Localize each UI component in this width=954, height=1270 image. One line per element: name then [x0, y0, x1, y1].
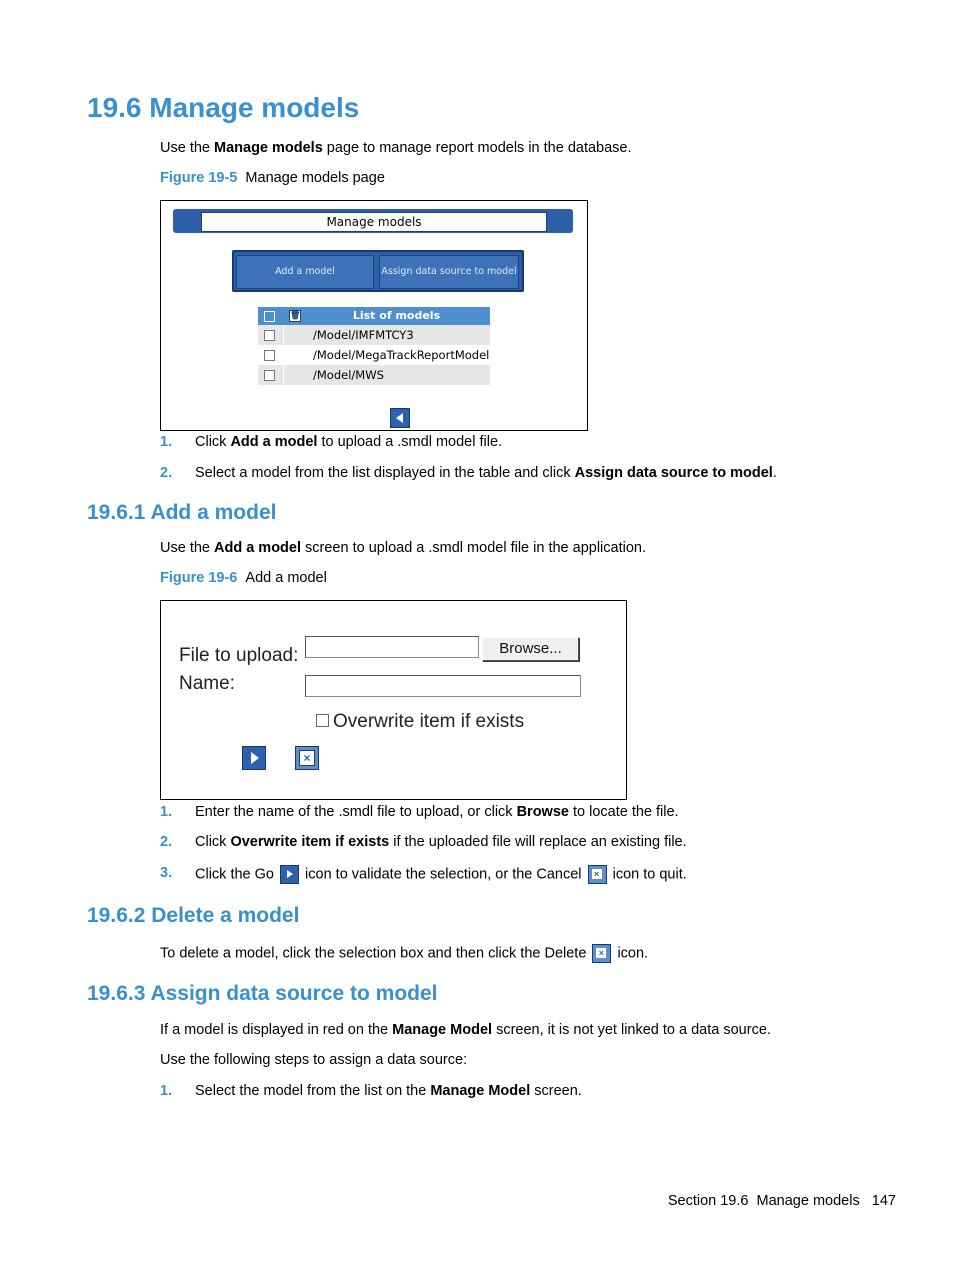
add-model-button[interactable]: Add a model: [236, 255, 374, 289]
add-model-figure: [160, 600, 627, 800]
row-checkbox[interactable]: [264, 330, 275, 341]
model-name: /Model/MegaTrackReportModel: [313, 348, 490, 362]
model-name: /Model/MWS: [313, 368, 384, 382]
row-checkbox[interactable]: [264, 370, 275, 381]
delete-icon: ×: [592, 944, 611, 963]
section-heading-assign-data-source: 19.6.3 Assign data source to model: [87, 982, 438, 1005]
page-footer: [668, 1193, 896, 1209]
models-list: [258, 307, 490, 385]
step-number: 3.: [160, 865, 173, 881]
back-arrow-icon[interactable]: [390, 408, 410, 428]
go-icon[interactable]: [242, 746, 266, 770]
select-all-checkbox[interactable]: [264, 311, 275, 322]
footer-title: Manage models: [756, 1193, 860, 1209]
list-item[interactable]: [258, 345, 490, 365]
section-heading-delete-model: 19.6.2 Delete a model: [87, 904, 300, 927]
step-text: Enter the name of the .smdl file to upload, or click Browse to locate the file.: [195, 804, 679, 820]
step-number: 2.: [160, 834, 173, 850]
list-header: [258, 307, 490, 325]
step-text: Click Overwrite item if exists if the uploaded file will replace an existing file.: [195, 834, 687, 850]
assign-paragraph-2: Use the following steps to assign a data source:: [160, 1052, 468, 1068]
list-item[interactable]: [258, 365, 490, 385]
step-text: Click the Go icon to validate the selection, or the Cancel × icon to quit.: [195, 866, 687, 883]
list-header-label: List of models: [352, 309, 441, 322]
page-title: 19.6 Manage models: [87, 92, 360, 123]
intro-paragraph: [160, 140, 632, 156]
button-bar: [232, 250, 524, 292]
step-number: 1.: [160, 434, 173, 450]
step-text: Click Add a model to upload a .smdl model file.: [195, 434, 503, 450]
figure-label: Figure 19-5: [160, 170, 238, 186]
manage-models-figure: [160, 200, 588, 431]
add-model-intro: Use the Add a model screen to upload a .smdl model file in the application.: [160, 540, 646, 556]
go-icon: [280, 865, 299, 884]
browse-button[interactable]: Browse...: [482, 637, 579, 661]
name-field[interactable]: [305, 675, 581, 697]
figure-caption-text: Add a model: [245, 570, 327, 586]
cancel-icon[interactable]: ×: [295, 746, 319, 770]
step-number: 1.: [160, 804, 173, 820]
figure-caption-1: [160, 170, 385, 186]
assign-paragraph-1: If a model is displayed in red on the Manage Model screen, it is not yet linked to a data source.: [160, 1022, 771, 1038]
step-number: 1.: [160, 1083, 173, 1099]
delete-model-paragraph: To delete a model, click the selection box and then click the Delete × icon.: [160, 945, 649, 962]
step-text: Select the model from the list on the Manage Model screen.: [195, 1083, 582, 1099]
page-number: 147: [871, 1193, 896, 1209]
cancel-icon: ×: [588, 865, 607, 884]
list-item[interactable]: [258, 325, 490, 345]
file-to-upload-label: File to upload:: [179, 645, 299, 666]
window-title: Manage models: [201, 212, 547, 232]
assign-data-source-button[interactable]: Assign data source to model: [379, 255, 519, 289]
intro-text-post: page to manage report models in the database.: [322, 140, 632, 156]
row-checkbox[interactable]: [264, 350, 275, 361]
intro-text-bold: Manage models: [214, 140, 323, 156]
step-text: Select a model from the list displayed in the table and click Assign data source to model.: [195, 465, 777, 481]
model-name: /Model/IMFMTCY3: [313, 328, 414, 342]
footer-section: Section 19.6: [667, 1193, 749, 1209]
intro-text-pre: Use the: [160, 140, 214, 156]
name-label: Name:: [179, 673, 235, 694]
file-upload-input[interactable]: [305, 636, 479, 658]
delete-icon[interactable]: 🗑: [290, 311, 301, 320]
figure-label: Figure 19-6: [160, 570, 238, 586]
overwrite-checkbox[interactable]: [316, 714, 329, 727]
overwrite-label: Overwrite item if exists: [333, 711, 525, 732]
section-heading-add-model: 19.6.1 Add a model: [87, 501, 277, 524]
figure-caption-2: [160, 570, 327, 586]
step-number: 2.: [160, 465, 173, 481]
figure-caption-text: Manage models page: [245, 170, 385, 186]
title-bar: [173, 209, 573, 233]
